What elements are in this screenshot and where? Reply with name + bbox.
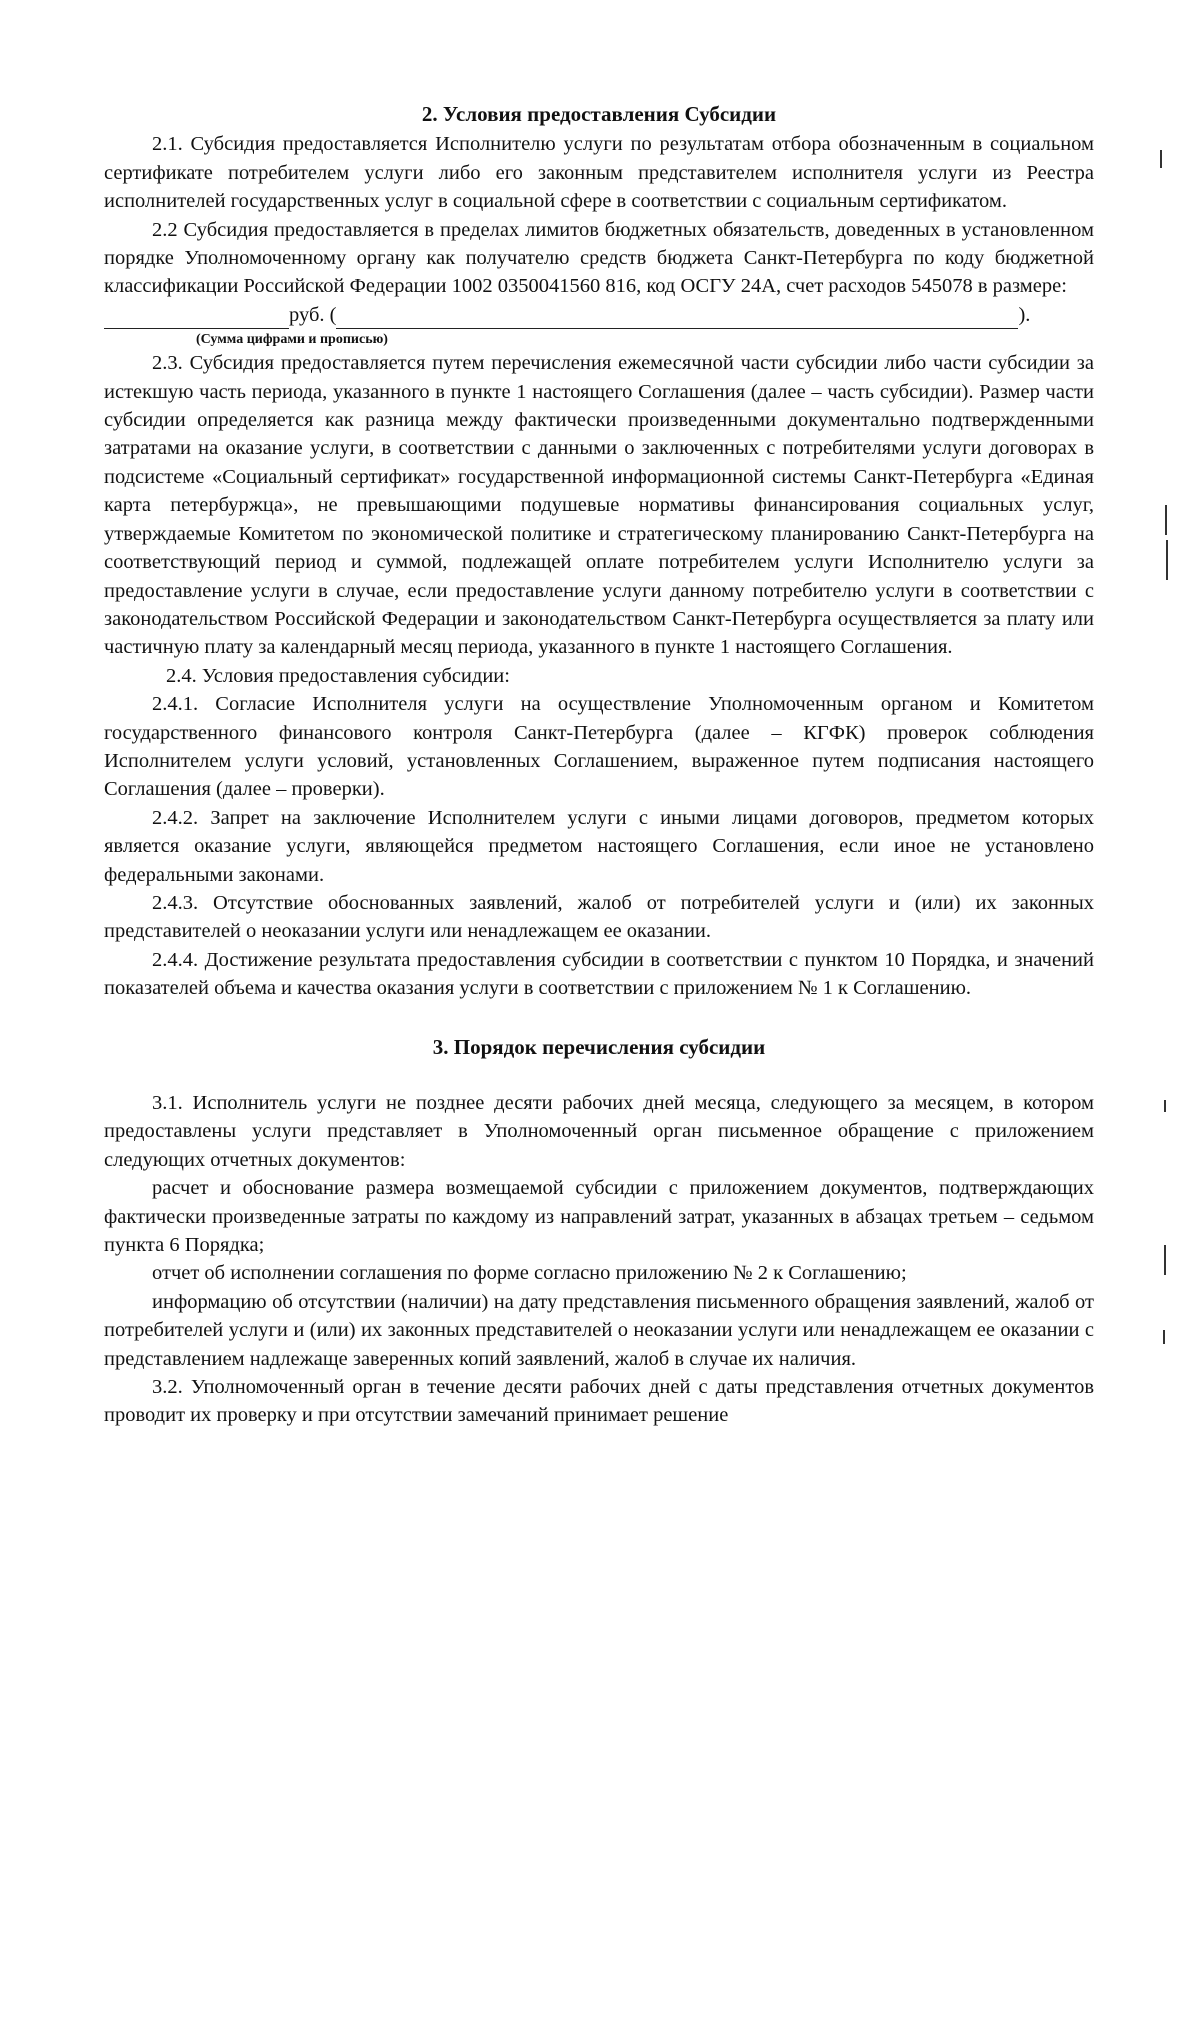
section-3-title: 3. Порядок перечисления субсидии <box>432 1034 766 1059</box>
rub-label: руб. ( <box>289 303 337 326</box>
sum-words-blank <box>336 306 1018 329</box>
paragraph-2-4-2: 2.4.2. Запрет на заключение Исполнителем услуги с иными лицами договоров, предметом которых является оказание услуги, являющейся предметом настоящего Соглашения, если иное не установлено федеральными законами. <box>104 806 1094 886</box>
paragraph-2-1: 2.1. Субсидия предоставляется Исполнителю услуги по результатам отбора обозначенным в социальном сертификате потребителем услуги либо его законным представителем исполнителя услуги из Реестра исполнителей государственных услуг в социальной сфере в соответствии с социальным сертификатом. <box>104 133 1094 213</box>
section-2-title: 2. Условия предоставления Субсидии <box>421 102 777 126</box>
scan-mark <box>1164 1245 1166 1275</box>
scan-mark <box>1160 150 1162 168</box>
sum-note: (Сумма цифрами и прописью) <box>196 332 388 348</box>
paragraph-3-1: 3.1. Исполнитель услуги не позднее десяти рабочих дней месяца, следующего за месяцем, в котором предоставлены услуги представляет в Уполномоченный орган письменное обращение с приложением следующих отчетных документов: <box>104 1092 1094 1171</box>
scan-mark <box>1164 1100 1166 1112</box>
paragraph-2-2: 2.2 Субсидия предоставляется в пределах лимитов бюджетных обязательств, доведенных в установленном порядке Уполномоченному органу как получателю средств бюджета Санкт-Петербурга по коду бюджетной классификации Российской Федерации 1002 0350041560 816, код ОСГУ 24А, счет расходов 545078 в размере: <box>104 218 1094 298</box>
paragraph-2-4-1: 2.4.1. Согласие Исполнителя услуги на осуществление Уполномоченным органом и Комитетом государственного финансового контроля Санкт-Петербурга (далее – КГФК) проверок соблюдения Исполнителем услуги условий, установленных Соглашением, выраженное путем подписания настоящего Соглашения (далее – проверки). <box>104 693 1094 801</box>
paragraph-2-4-3: 2.4.3. Отсутствие обоснованных заявлений, жалоб от потребителей услуги и (или) их законных представителей о неоказании услуги или ненадлежащем ее оказании. <box>104 891 1094 943</box>
sum-line <box>104 301 1094 329</box>
paragraph-2-4-4: 2.4.4. Достижение результата предоставления субсидии в соответствии с пунктом 10 Порядка, и значений показателей объема и качества оказания услуги в соответствии с приложением № 1 к Соглашению. <box>104 948 1094 1000</box>
sum-close: ). <box>1018 303 1031 326</box>
scan-mark <box>1163 1330 1165 1344</box>
scan-mark <box>1165 505 1167 535</box>
list-item-calculation: расчет и обоснование размера возмещаемой субсидии с приложением документов, подтверждающих фактически произведенные затраты по каждому из направлений затрат, указанных в абзацах третьем – седьмом пункта 6 Порядка; <box>104 1177 1094 1257</box>
scan-mark <box>1166 540 1168 580</box>
sum-digits-blank <box>104 306 289 329</box>
paragraph-2-4: 2.4. Условия предоставления субсидии: <box>166 664 510 687</box>
paragraph-3-2: 3.2. Уполномоченный орган в течение десяти рабочих дней с даты представления отчетных документов проводит их проверку и при отсутствии замечаний принимает решение <box>104 1376 1094 1427</box>
list-item-report: отчет об исполнении соглашения по форме согласно приложению № 2 к Соглашению; <box>152 1262 907 1285</box>
paragraph-2-3: 2.3. Субсидия предоставляется путем перечисления ежемесячной части субсидии либо части субсидии за истекшую часть периода, указанного в пункте 1 настоящего Соглашения (далее – часть субсидии). Размер части субсидии определяется как разница между фактически произведенными документально подтвержденными затратами на оказание услуги, в соответствии с данными о заключенных с потребителями услуги договорах в подсистеме «Социальный сертификат» государственной информационной системы Санкт-Петербурга «Единая карта петербуржца», не превышающими подушевые нормативы финансирования социальных услуг, утверждаемые Комитетом по экономической политике и стратегическому планированию Санкт-Петербурга на соответствующий период и суммой, подлежащей оплате потребителем услуги Исполнителю услуги за предоставление услуги в случае, если предоставление услуги данному потребителю услуги в соответствии с законодательством Российской Федерации и законодательством Санкт-Петербурга осуществляется за плату или частичную плату за календарный месяц периода, указанного в пункте 1 настоящего Соглашения. <box>104 352 1094 659</box>
document-body <box>104 100 1094 1430</box>
list-item-complaints-info: информацию об отсутствии (наличии) на дату представления письменного обращения заявлений, жалоб от потребителей услуги и (или) их законных представителей о неоказании услуги или ненадлежащем ее оказании с представлением надлежаще заверенных копий заявлений, жалоб в случае их наличия. <box>104 1290 1094 1370</box>
